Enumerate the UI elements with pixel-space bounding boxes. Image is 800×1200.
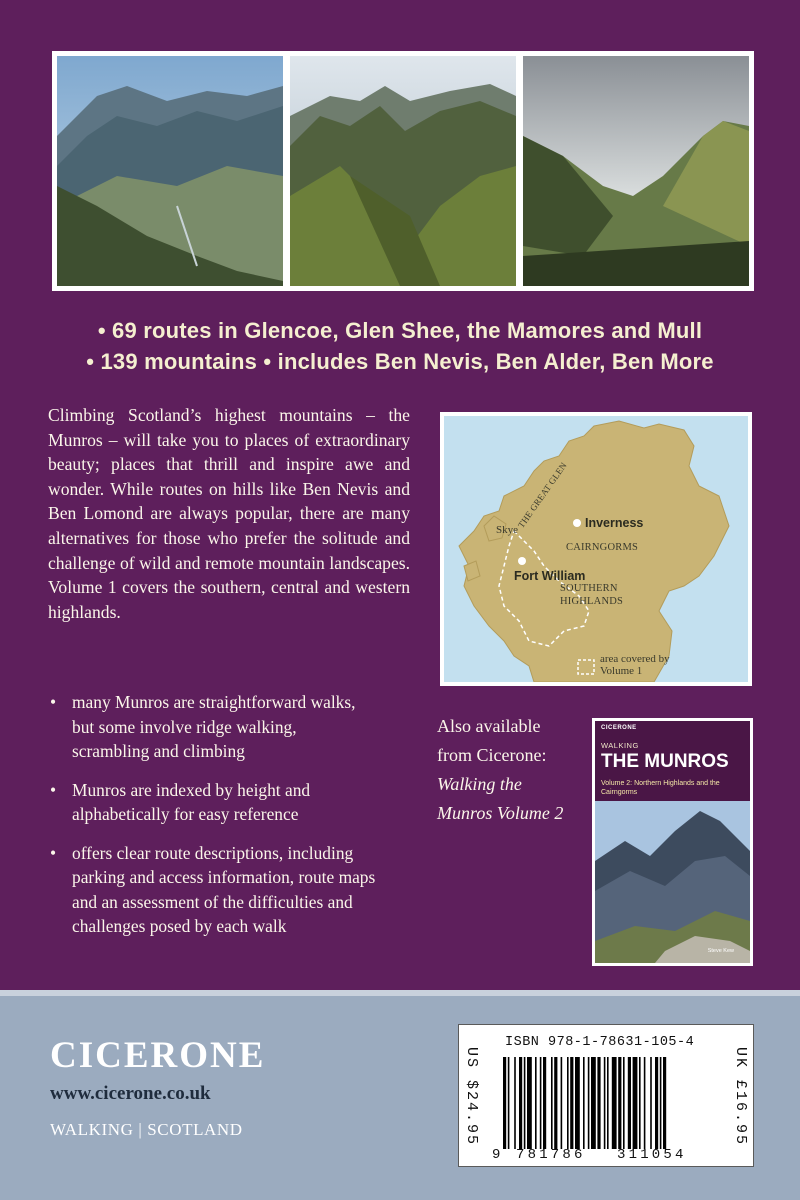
barcode-bar (575, 1057, 580, 1149)
barcode-bar (644, 1057, 646, 1149)
barcode-bar (597, 1057, 600, 1149)
headline-routes: • 69 routes in Glencoe, Glen Shee, the Mamores and Mull (97, 318, 703, 343)
map-area (444, 416, 748, 682)
barcode-bar (663, 1057, 666, 1149)
feature-item: • Munros are indexed by height and alphabetically for easy reference (50, 779, 311, 824)
isbn-number: ISBN 978-1-78631-105-4 (505, 1035, 695, 1050)
barcode-bar (623, 1057, 625, 1149)
feature-item: • offers clear route descriptions, including parking and access information, route maps and an assessment of the difficulties and challenges posed by each walk (50, 842, 376, 936)
mountain-ridge-photo-2 (290, 56, 516, 286)
barcode-bar (607, 1057, 609, 1149)
price-uk: UK £16.95 (732, 1047, 749, 1147)
book-category: WALKING | SCOTLAND (50, 1120, 243, 1139)
barcode-bar (554, 1057, 557, 1149)
map-label-inverness: Inverness (585, 516, 644, 530)
photo-strip (52, 51, 754, 291)
book-series: WALKING (601, 741, 639, 750)
map-label-skye: Skye (496, 524, 518, 536)
ean-first-digit: 9 (492, 1147, 501, 1163)
barcode-icon (503, 1057, 713, 1149)
barcode-bar (591, 1057, 596, 1149)
map-label-great-glen: THE GREAT GLEN (516, 460, 569, 530)
barcode-bar (660, 1057, 662, 1149)
barcode-bar (633, 1057, 638, 1149)
barcode-bar (604, 1057, 606, 1149)
barcode-bar (561, 1057, 563, 1149)
barcode-panel (458, 1024, 754, 1167)
cicerone-logo: CICERONE (50, 1035, 266, 1076)
ean-group-2: 311054 (617, 1147, 687, 1163)
mountain-glen-photo-3 (523, 56, 749, 286)
bullet-icon: • (50, 692, 57, 712)
barcode-bar (570, 1057, 573, 1149)
price-us: US $24.95 (463, 1047, 480, 1147)
feature-list (48, 690, 378, 953)
map-label-cairngorms: CAIRNGORMS (566, 542, 639, 553)
book-subtitle: Volume 2: Northern Highlands and the Cairngorms (601, 780, 720, 796)
barcode-bar (612, 1057, 617, 1149)
book-description: Climbing Scotland’s highest mountains – the Munros – will take you to places of extraordinary beauty; places that thrill and inspire awe and wonder. While routes on hills like Ben Nevis and Ben Lomond are always popular, there are many alternatives for those who prefer the solitude and challenge of wild and remote mountain landscapes. Volume 1 covers the southern, central and western highlands. (48, 405, 410, 622)
ean-group-1: 781786 (516, 1147, 586, 1163)
barcode-bar (639, 1057, 641, 1149)
barcode-bar (524, 1057, 526, 1149)
barcode-bar (655, 1057, 658, 1149)
book-title: THE MUNROS (601, 751, 729, 772)
barcode-bar (527, 1057, 532, 1149)
map-label-southern: SOUTHERN (560, 583, 618, 594)
related-book-title: Walking the (437, 774, 522, 794)
book-author: Steve Kew (707, 948, 734, 954)
barcode-bar (540, 1057, 542, 1149)
barcode-bar (583, 1057, 585, 1149)
book-cover-photo (595, 801, 750, 963)
related-book-cover (592, 718, 753, 966)
barcode-bar (503, 1057, 506, 1149)
headline-mountains: • 139 mountains • includes Ben Nevis, Ben Alder, Ben More (86, 349, 714, 374)
bullet-icon: • (50, 779, 57, 800)
book-publisher-logo: CICERONE (601, 725, 637, 731)
map-label-highlands: HIGHLANDS (560, 596, 624, 607)
barcode-bar (650, 1057, 652, 1149)
feature-item: • many Munros are straightforward walks, but some involve ridge walking, scrambling and climbing (50, 692, 356, 761)
barcode-bar (543, 1057, 546, 1149)
also-available: Also available from Cicerone: Walking the Munros Volume 2 (437, 712, 587, 828)
barcode-bar (618, 1057, 621, 1149)
barcode-bar (514, 1057, 516, 1149)
barcode-bar (519, 1057, 522, 1149)
map-legend-line1: area covered by (600, 653, 670, 665)
bullet-icon: • (50, 842, 57, 863)
barcode-bar (588, 1057, 590, 1149)
barcode-bar (535, 1057, 537, 1149)
footer-band (0, 990, 800, 1200)
barcode-bar (508, 1057, 510, 1149)
scotland-map (440, 412, 752, 686)
barcode-bar (567, 1057, 569, 1149)
barcode-bar (628, 1057, 631, 1149)
barcode-bar (551, 1057, 553, 1149)
map-label-fort-william: Fort William (514, 569, 586, 583)
map-legend-line2: Volume 1 (600, 665, 643, 677)
mountain-valley-photo-1 (57, 56, 283, 286)
website-url: www.cicerone.co.uk (50, 1083, 211, 1104)
